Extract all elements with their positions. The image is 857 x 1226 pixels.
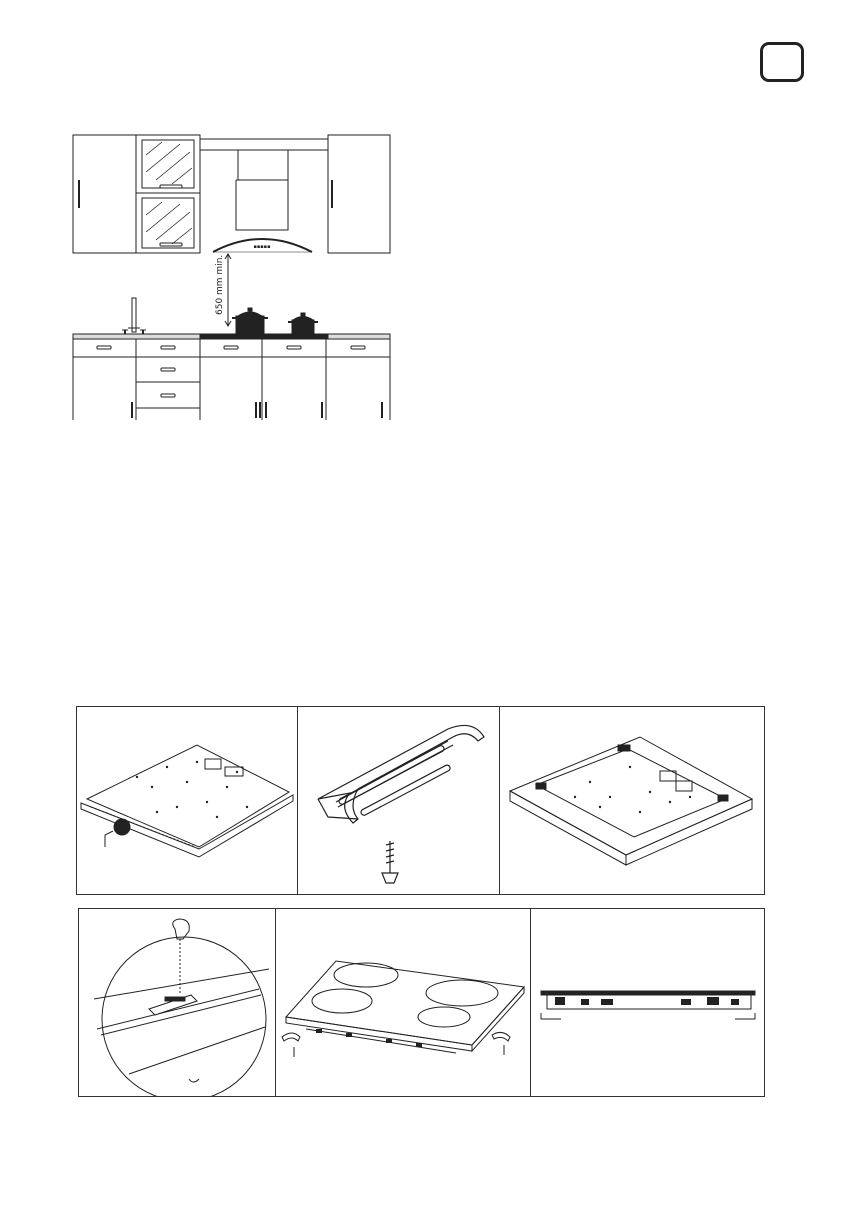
screw bbox=[382, 841, 398, 883]
seal-callout bbox=[114, 819, 130, 835]
hood-chimney bbox=[238, 150, 288, 180]
screw-fixing-detail-figure bbox=[78, 908, 276, 1097]
screwdriver-detail-icon bbox=[79, 909, 276, 1097]
fixing-bracket-icon bbox=[298, 707, 500, 895]
fixing-bracket-figure bbox=[297, 706, 500, 895]
pot-left bbox=[232, 308, 268, 334]
base-cabinets bbox=[73, 339, 390, 420]
ceramic-hob-icon bbox=[276, 909, 531, 1097]
pot-right bbox=[288, 313, 318, 334]
bracket-left bbox=[541, 1013, 561, 1019]
hob-underside-icon bbox=[77, 707, 298, 895]
bracket-right bbox=[735, 1013, 755, 1019]
kitchen-elevation-diagram bbox=[70, 130, 400, 425]
upper-cabinet-right bbox=[328, 135, 390, 253]
hob-in-worktop-icon bbox=[500, 707, 765, 895]
hob-underside-figure bbox=[76, 706, 298, 895]
upper-cabinet-left bbox=[73, 135, 136, 253]
hob-side-view-figure bbox=[530, 908, 765, 1097]
svg-text:▪▪▪▪▪: ▪▪▪▪▪ bbox=[253, 244, 271, 250]
kitchen-tap bbox=[122, 298, 146, 335]
bracket-left bbox=[282, 1033, 300, 1041]
page-number-badge bbox=[760, 42, 804, 82]
hob-in-worktop-figure bbox=[499, 706, 765, 895]
upper-glass-cabinet bbox=[136, 135, 200, 253]
hob-side-view-icon bbox=[531, 909, 765, 1097]
clearance-label: 650 mm min. bbox=[215, 254, 225, 315]
ceramic-hob-figure bbox=[275, 908, 531, 1097]
bracket-right bbox=[492, 1032, 510, 1041]
